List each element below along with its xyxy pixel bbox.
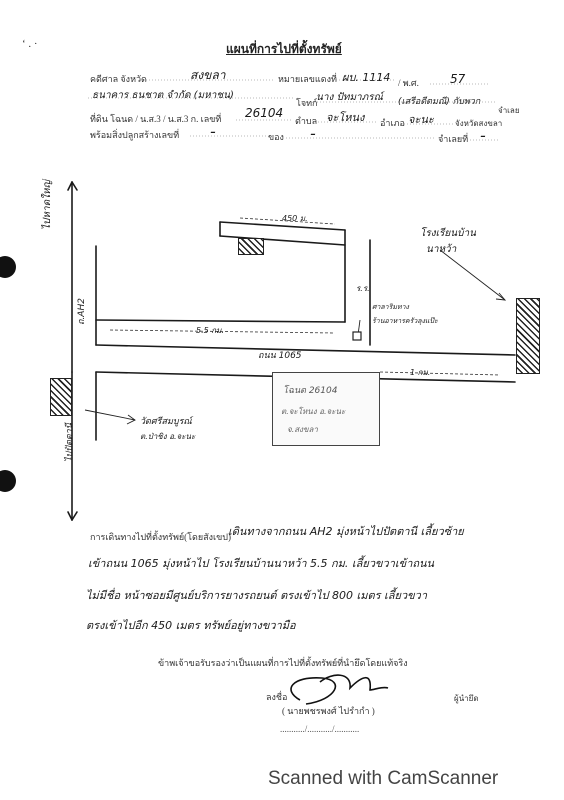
- left-place-2: ต.ป่าชิง อ.จะนะ: [140, 432, 196, 441]
- case-year-label: / พ.ศ.: [398, 78, 419, 88]
- signer-role: ผู้นำยึด: [454, 694, 479, 703]
- north-road-label: ไปหาดใหญ่: [42, 179, 53, 230]
- page-title: แผนที่การไปที่ตั้งทรัพย์: [226, 42, 342, 56]
- subdistrict-label: ตำบล: [295, 116, 318, 126]
- defendant-end: จำเลย: [498, 106, 520, 115]
- defendant-value: นาง ปัทมาภรณ์: [316, 92, 383, 103]
- deed-label: ที่ดิน โฉนด / น.ส.3 / น.ส.3 ก. เลขที่: [90, 114, 222, 124]
- school-label: โรงเรียนบ้าน: [420, 228, 476, 239]
- road-top-distance: 450 ม.: [282, 214, 308, 223]
- defendant-no-label: จำเลยที่: [438, 134, 469, 144]
- box-line-3: จ.สงขลา: [287, 425, 318, 434]
- defendant-suffix: (เสรีอดีตมณี) กับพวก: [398, 97, 481, 107]
- case-no-label: หมายเลขแดงที่: [278, 74, 337, 84]
- defendant-no-value: -: [480, 126, 486, 145]
- corner-marks: ‘ . ·: [22, 38, 38, 50]
- court-value: สงขลา: [190, 68, 226, 82]
- of-value: -: [310, 124, 316, 143]
- box-line-2: ต.จะโหนง อ.จะนะ: [281, 407, 346, 416]
- case-year-value: 57: [450, 72, 466, 86]
- left-place-1: วัดศรีสมบูรณ์: [140, 417, 192, 427]
- school-label-2: นาหว้า: [426, 244, 457, 255]
- mark-label-1: ศาลาริมทาง: [372, 303, 409, 311]
- of-label: ของ: [268, 132, 284, 142]
- plaintiff-value: ธนาคาร ธนชาต จำกัด (มหาชน): [92, 90, 234, 101]
- defendant-label: โจทก์: [296, 98, 318, 108]
- court-label: คดีศาล จังหวัด: [90, 74, 147, 84]
- directions-line-1: เดินทางจากถนน AH2 มุ่งหน้าไปปัตตานี เลี้ยวซ้าย: [228, 525, 464, 538]
- road-1065-label: ถนน 1065: [258, 351, 302, 361]
- district-label: อำเภอ: [380, 118, 405, 128]
- mark-label-2: ร้านอาหารครัวลุงแป๊ะ: [372, 317, 438, 325]
- case-no-value: ผบ. 1114: [342, 71, 391, 84]
- ah2-label: ถ.AH2: [77, 298, 87, 325]
- district-value: จะนะ: [408, 113, 434, 126]
- building-label: พร้อมสิ่งปลูกสร้างเลขที่: [90, 130, 180, 140]
- building-value: -: [210, 122, 216, 141]
- road-mid-distance: 5.5 กม.: [196, 326, 224, 335]
- camscanner-watermark: Scanned with CamScanner: [268, 768, 499, 789]
- certification-text: ข้าพเจ้าขอรับรองว่าเป็นแผนที่การไปที่ตั้งทรัพย์ที่นำยึดโดยแท้จริง: [158, 658, 408, 668]
- directions-line-2: เข้าถนน 1065 มุ่งหน้าไป โรงเรียนบ้านนาหว้า 5.5 กม. เลี้ยวขวาเข้าถนน: [88, 557, 435, 570]
- directions-line-3: ไม่มีชื่อ หน้าซอยมีศูนย์บริการยางรถยนต์ ตรงเข้าไป 800 เมตร เลี้ยวขวา: [86, 589, 428, 602]
- directions-line-4: ตรงเข้าไปอีก 450 เมตร ทรัพย์อยู่ทางขวามือ: [86, 619, 296, 632]
- road-right-distance: 1 กม.: [410, 368, 431, 377]
- sign-label: ลงชื่อ: [266, 692, 288, 702]
- box-line-1: โฉนด 26104: [283, 386, 338, 396]
- date-line: .........../.........../...........: [280, 724, 360, 734]
- subdistrict-value: จะโหนง: [326, 111, 365, 124]
- province-label: จังหวัดสงขลา: [455, 119, 503, 128]
- signer-name: ( นายพชรพงศ์ ไปรำกำ ): [282, 706, 375, 716]
- directions-label: การเดินทางไปที่ตั้งทรัพย์(โดยสังเขป): [90, 532, 231, 542]
- deed-value: 26104: [245, 106, 284, 120]
- side-label: ร.ร.: [356, 284, 370, 293]
- south-road-label: ไปปัตตานี: [65, 423, 75, 462]
